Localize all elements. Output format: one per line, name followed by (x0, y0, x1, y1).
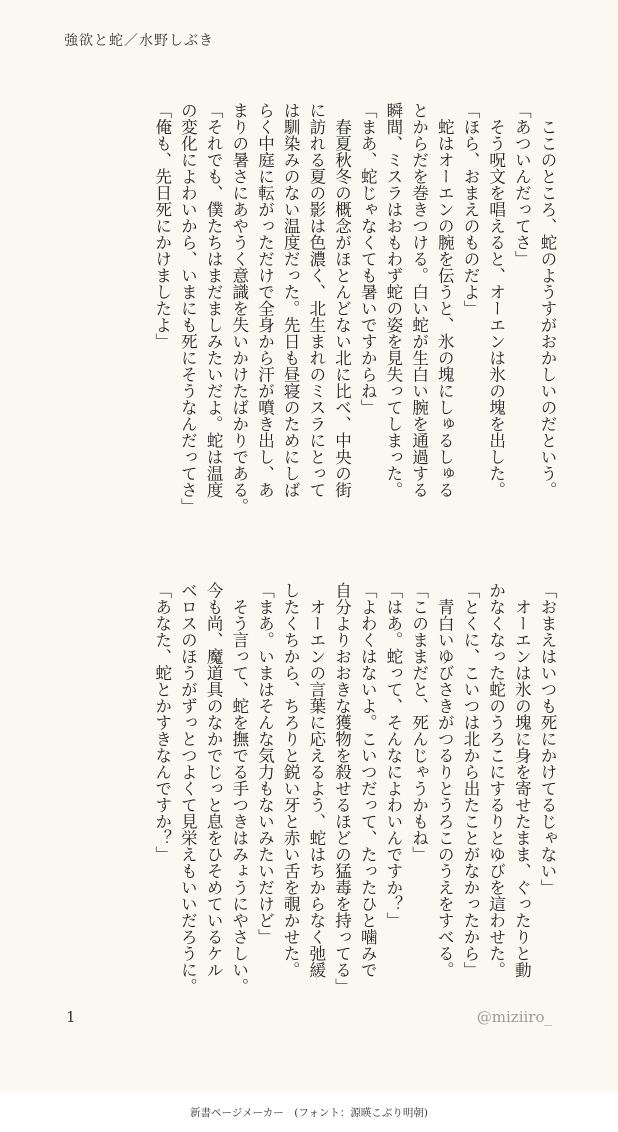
text-line: らく中庭に転がっただけで全身から汗が噴き出し、あ (255, 102, 275, 498)
text-line: 「俺も、先日死にかけましたよ」 (152, 102, 172, 350)
text-line: は馴染みのない温度だった。先日も昼寝のためにしば (281, 102, 301, 498)
text-line: 「まあ。いまはそんな気力もないみたいだけど」 (255, 582, 275, 945)
text-line: 「ほら、おまえのものだよ」 (460, 102, 480, 317)
text-line: 「よわくはないよ。こいつだって、たったひと噛みで (358, 582, 378, 978)
text-line: 春夏秋冬の概念がほとんどない北に比べ、中央の街 (332, 102, 352, 498)
text-line: まりの暑さにあやうく意識を失いかけたばかりである。 (229, 102, 249, 515)
text-block-bottom (60, 582, 558, 995)
text-line: 瞬間、ミスラはおもわず蛇の姿を見失ってしまった。 (383, 102, 403, 498)
text-line: ベロスのほうがずっとつよくて見栄えもいいだろうに。 (178, 582, 198, 995)
text-line: そう言って、蛇を撫でる手つきはみょうにやさしい。 (229, 582, 249, 995)
text-line: かなくなった蛇のうろこにするりとゆびを這わせた。 (486, 582, 506, 978)
text-line: そう呪文を唱えると、オーエンは氷の塊を出した。 (486, 102, 506, 498)
text-line: 蛇はオーエンの腕を伝うと、氷の塊にしゅるしゅる (435, 102, 455, 498)
text-line: オーエンの言葉に応えるよう、蛇はちからなく弛緩 (306, 582, 326, 978)
generator-credit: 新書ページメーカー (フォント：源暎こぶり明朝) (0, 1092, 618, 1132)
text-line: したくちから、ちろりと鋭い牙と赤い舌を覗かせた。 (281, 582, 301, 978)
text-line: 「はあ。蛇って、そんなによわいんですか？」 (383, 582, 403, 929)
text-line: 「あなた、蛇とかすきなんですか？」 (152, 582, 172, 863)
text-line: 今も尚、魔道具のなかでじっと息をひそめているケル (204, 582, 224, 978)
text-line: とからだを巻きつける。白い蛇が生白い腕を通過する (409, 102, 429, 498)
author-handle: @miziiro_ (476, 1008, 552, 1026)
text-line: の変化によわいから、いまにも死にそうなんだってさ」 (178, 102, 198, 515)
text-block-top (60, 102, 558, 552)
text-line: ここのところ、蛇のようすがおかしいのだという。 (538, 102, 557, 498)
text-line: 「おまえはいつも死にかけてるじゃない」 (538, 582, 557, 896)
text-line: 自分よりおおきな獲物を殺せるほどの猛毒を持ってる」 (332, 582, 352, 995)
text-line: 「このままだと、死んじゃうかもね」 (409, 582, 429, 863)
text-line: に訪れる夏の影は色濃く、北生まれのミスラにとって (306, 102, 326, 498)
text-line: 「とくに、こいつは北から出たことがなかったから」 (460, 582, 480, 978)
text-line: 「それでも、僕たちはまだましみたいだよ。蛇は温度 (204, 102, 224, 498)
text-line: 「あついんだってさ」 (512, 102, 532, 267)
text-line: 青白いゆびさきがつるりとうろこのうえをすべる。 (435, 582, 455, 978)
work-title: 強欲と蛇／水野しぶき (64, 33, 214, 49)
text-line: 「まあ、蛇じゃなくても暑いですからね」 (358, 102, 378, 416)
page-number: 1 (66, 1008, 76, 1026)
text-line: オーエンは氷の塊に身を寄せたまま、ぐったりと動 (512, 582, 532, 978)
